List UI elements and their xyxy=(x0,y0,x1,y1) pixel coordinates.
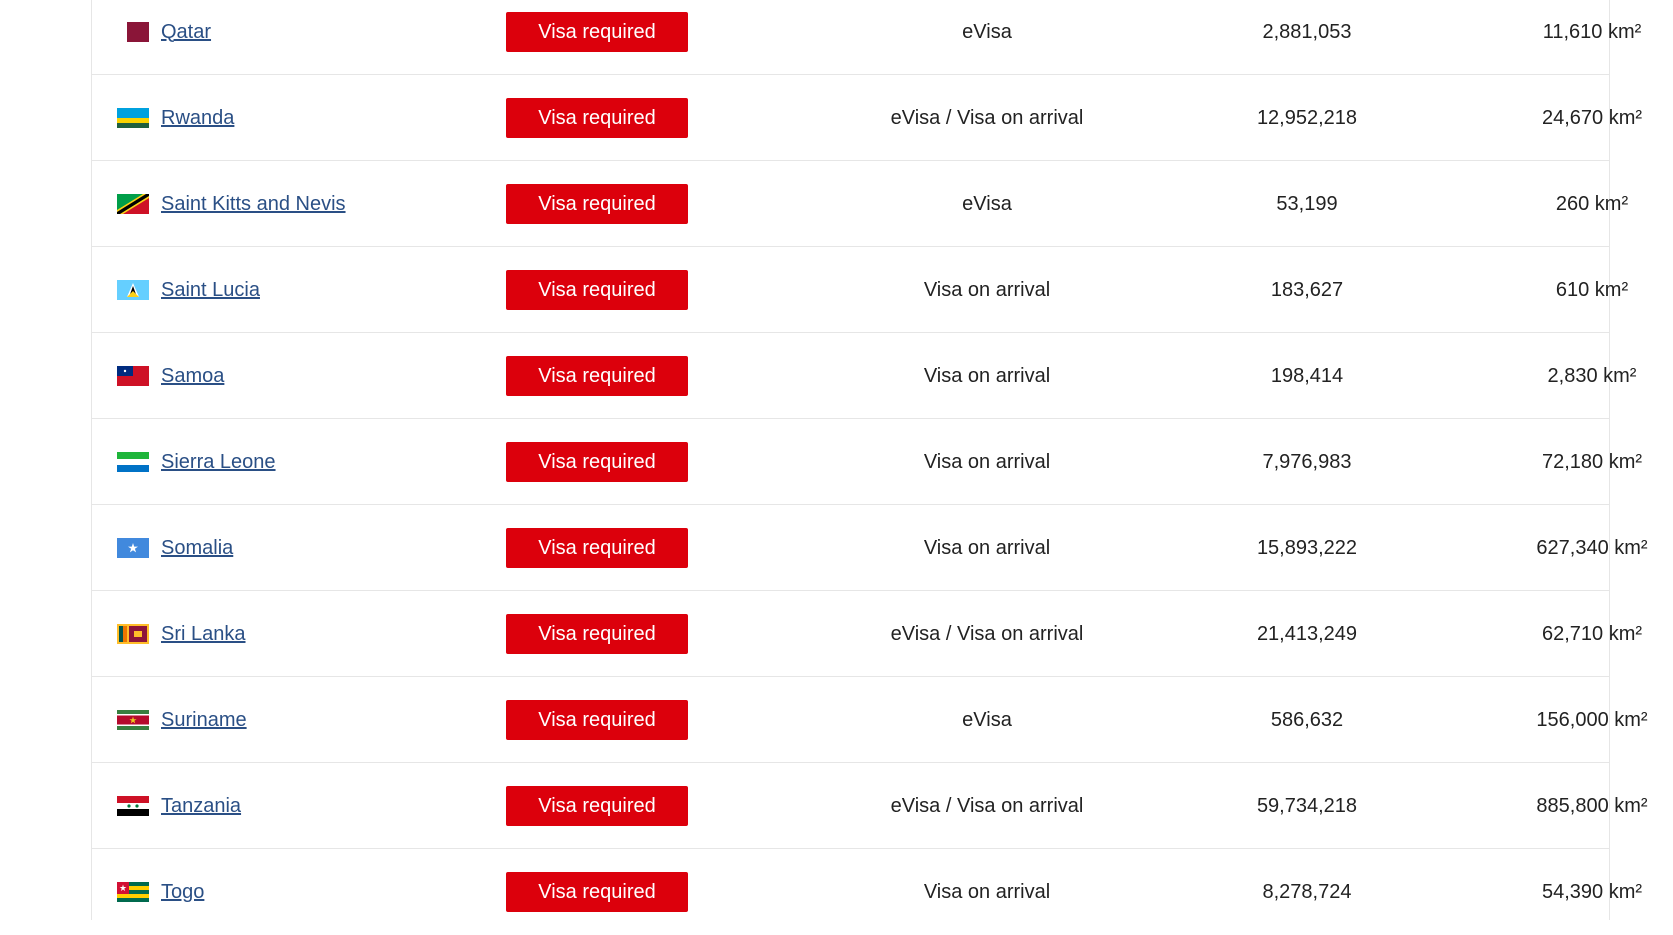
country-link[interactable]: Tanzania xyxy=(161,794,242,817)
visa-type: Visa on arrival xyxy=(923,278,1051,301)
saint-lucia-flag-icon xyxy=(117,280,149,300)
country-link[interactable]: Somalia xyxy=(161,536,234,559)
togo-flag-icon xyxy=(117,882,149,902)
status-badge: Visa required xyxy=(506,98,688,138)
visa-type: Visa on arrival xyxy=(923,450,1051,473)
area: 24,670 km² xyxy=(1541,106,1643,129)
visa-type: Visa on arrival xyxy=(923,364,1051,387)
country-link[interactable]: Rwanda xyxy=(161,106,235,129)
suriname-flag-icon xyxy=(117,710,149,730)
status-cell xyxy=(502,75,692,161)
status-badge: Visa required xyxy=(506,700,688,740)
country-link[interactable]: Suriname xyxy=(161,708,247,731)
table-row xyxy=(92,849,1643,935)
status-cell xyxy=(502,247,692,333)
visa-type: eVisa xyxy=(962,708,1012,731)
table-row xyxy=(92,763,1648,849)
sierra-leone-flag-icon xyxy=(117,452,149,472)
country-cell xyxy=(117,849,497,935)
tanzania-flag-icon xyxy=(117,796,149,816)
country-cell xyxy=(117,419,497,505)
table-row xyxy=(92,419,1643,505)
status-badge: Visa required xyxy=(506,356,688,396)
status-badge: Visa required xyxy=(506,270,688,310)
somalia-flag-icon xyxy=(117,538,149,558)
status-cell xyxy=(502,677,692,763)
population: 53,199 xyxy=(1276,192,1338,215)
table-row xyxy=(92,0,1642,75)
visa-type: eVisa / Visa on arrival xyxy=(890,794,1084,817)
country-link[interactable]: Saint Lucia xyxy=(161,278,260,301)
population: 7,976,983 xyxy=(1262,450,1352,473)
status-badge: Visa required xyxy=(506,614,688,654)
area: 62,710 km² xyxy=(1541,622,1643,645)
population: 198,414 xyxy=(1270,364,1344,387)
status-badge: Visa required xyxy=(506,528,688,568)
table-row xyxy=(92,75,1643,161)
country-link[interactable]: Sri Lanka xyxy=(161,622,246,645)
country-link[interactable]: Saint Kitts and Nevis xyxy=(161,192,346,215)
country-cell xyxy=(117,0,497,75)
status-badge: Visa required xyxy=(506,184,688,224)
population: 12,952,218 xyxy=(1256,106,1358,129)
status-badge: Visa required xyxy=(506,442,688,482)
visa-requirements-table xyxy=(91,0,1648,920)
country-cell xyxy=(117,591,497,677)
table-row xyxy=(92,333,1637,419)
visa-type: Visa on arrival xyxy=(923,536,1051,559)
area: 72,180 km² xyxy=(1541,450,1643,473)
population: 586,632 xyxy=(1270,708,1344,731)
area: 11,610 km² xyxy=(1542,20,1642,43)
status-badge: Visa required xyxy=(506,872,688,912)
area: 2,830 km² xyxy=(1547,364,1637,387)
population: 15,893,222 xyxy=(1256,536,1358,559)
population: 59,734,218 xyxy=(1256,794,1358,817)
status-cell xyxy=(502,0,692,75)
population: 2,881,053 xyxy=(1262,20,1352,43)
status-cell xyxy=(502,591,692,677)
visa-type: eVisa xyxy=(962,20,1012,43)
visa-type: eVisa xyxy=(962,192,1012,215)
rwanda-flag-icon xyxy=(117,108,149,128)
country-cell xyxy=(117,161,497,247)
country-link[interactable]: Qatar xyxy=(161,20,212,43)
area: 156,000 km² xyxy=(1536,708,1648,731)
table-row xyxy=(92,505,1648,591)
status-cell xyxy=(502,763,692,849)
country-cell xyxy=(117,763,497,849)
samoa-flag-icon xyxy=(117,366,149,386)
status-cell xyxy=(502,419,692,505)
population: 21,413,249 xyxy=(1256,622,1358,645)
country-link[interactable]: Togo xyxy=(161,880,205,903)
status-badge: Visa required xyxy=(506,12,688,52)
population: 8,278,724 xyxy=(1262,880,1352,903)
status-cell xyxy=(502,161,692,247)
country-cell xyxy=(117,505,497,591)
status-cell xyxy=(502,333,692,419)
status-badge: Visa required xyxy=(506,786,688,826)
country-link[interactable]: Samoa xyxy=(161,364,225,387)
country-cell xyxy=(117,677,497,763)
status-cell xyxy=(502,505,692,591)
status-cell xyxy=(502,849,692,935)
table-row xyxy=(92,247,1629,333)
population: 183,627 xyxy=(1270,278,1344,301)
country-cell xyxy=(117,75,497,161)
area: 260 km² xyxy=(1555,192,1629,215)
area: 885,800 km² xyxy=(1536,794,1648,817)
table-row xyxy=(92,161,1629,247)
country-cell xyxy=(117,333,497,419)
table-row xyxy=(92,677,1648,763)
visa-type: eVisa / Visa on arrival xyxy=(890,106,1084,129)
area: 54,390 km² xyxy=(1541,880,1643,903)
sri-lanka-flag-icon xyxy=(117,624,149,644)
area: 627,340 km² xyxy=(1536,536,1648,559)
country-link[interactable]: Sierra Leone xyxy=(161,450,276,473)
qatar-flag-icon xyxy=(117,22,149,42)
table-row xyxy=(92,591,1643,677)
visa-type: Visa on arrival xyxy=(923,880,1051,903)
area: 610 km² xyxy=(1555,278,1629,301)
saint-kitts-and-nevis-flag-icon xyxy=(117,194,149,214)
visa-type: eVisa / Visa on arrival xyxy=(890,622,1084,645)
country-cell xyxy=(117,247,497,333)
